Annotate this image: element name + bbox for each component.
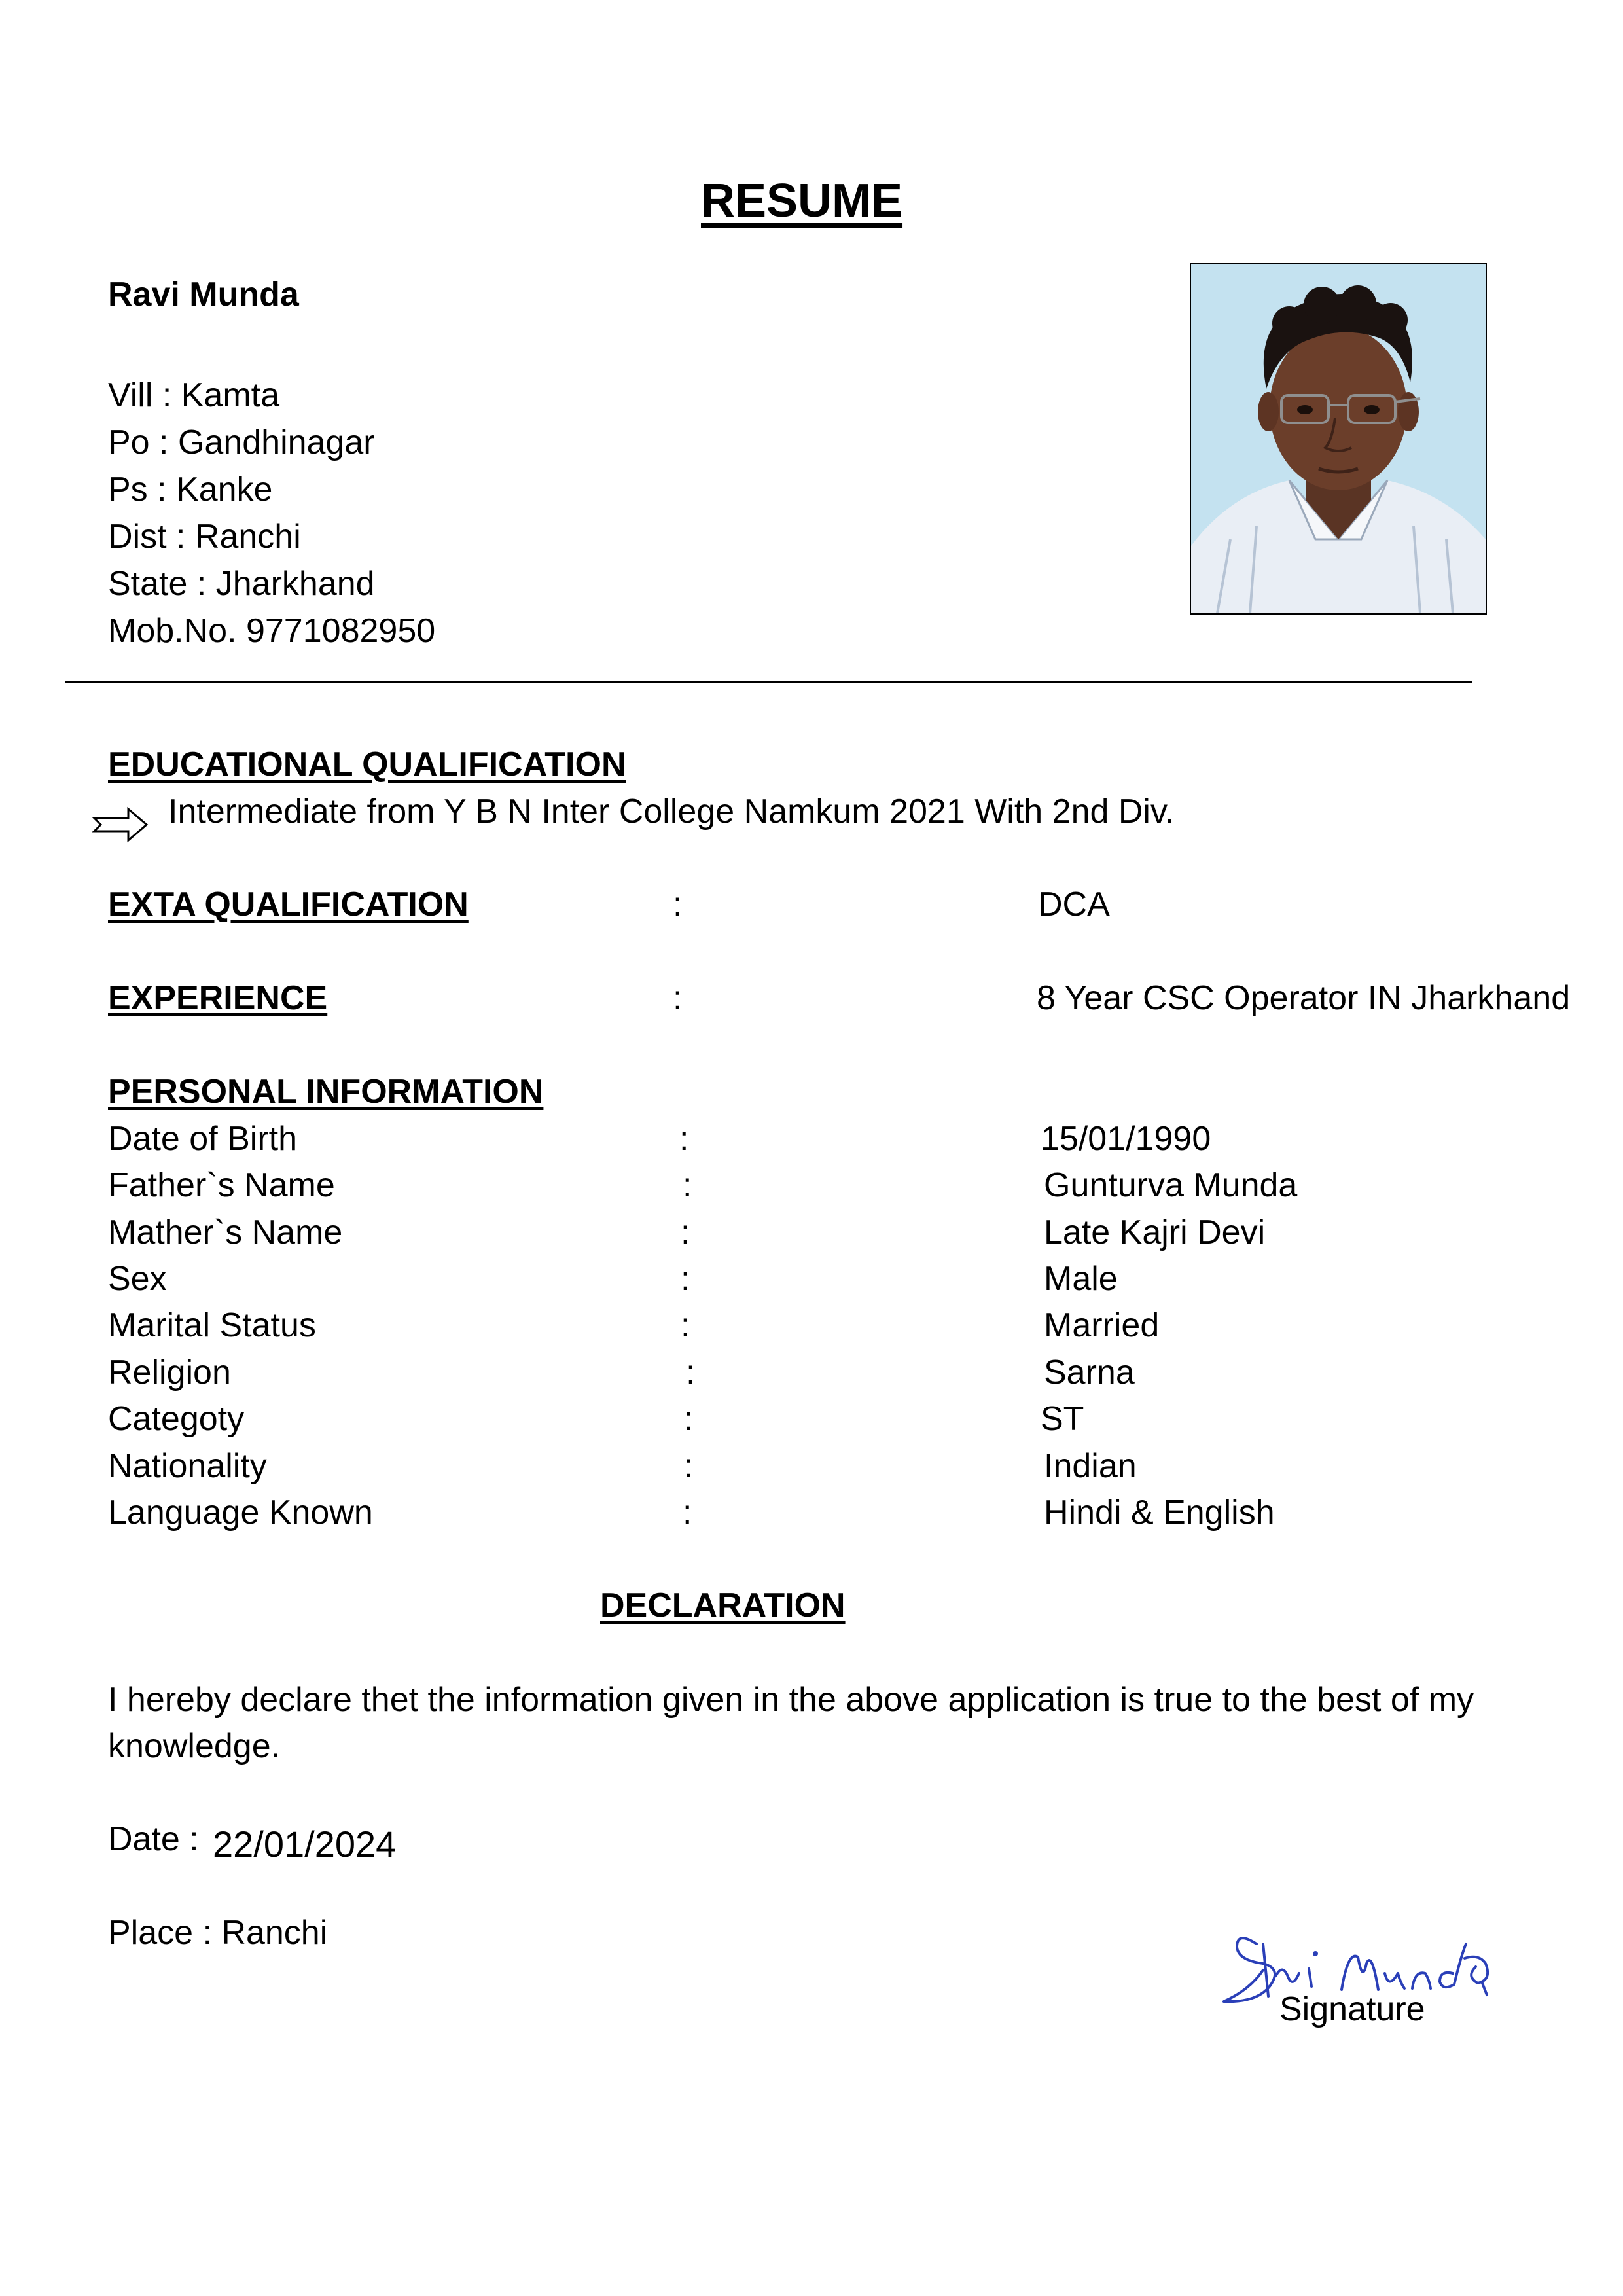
row-label-date-of-birth: Date of Birth <box>108 1120 298 1158</box>
education-heading: EDUCATIONAL QUALIFICATION <box>108 745 626 783</box>
declaration-text-line-2: knowledge. <box>108 1727 281 1765</box>
row-label-category: Categoty <box>108 1400 245 1438</box>
row-colon: : <box>679 1120 689 1158</box>
row-value-father-name: Gunturva Munda <box>1044 1166 1298 1204</box>
extra-qualification-colon: : <box>673 886 683 924</box>
row-colon: : <box>684 1447 694 1485</box>
address-line-village: Vill : Kamta <box>108 376 280 414</box>
address-line-post-office: Po : Gandhinagar <box>108 423 375 461</box>
place-label: Place : Ranchi <box>108 1914 328 1952</box>
address-line-district: Dist : Ranchi <box>108 518 301 556</box>
row-label-religion: Religion <box>108 1354 231 1391</box>
row-label-mother-name: Mather`s Name <box>108 1213 343 1251</box>
experience-colon: : <box>673 979 683 1017</box>
row-label-language-known: Language Known <box>108 1494 373 1532</box>
row-colon: : <box>683 1166 692 1204</box>
row-colon: : <box>681 1213 690 1251</box>
address-line-mobile: Mob.No. 9771082950 <box>108 612 436 650</box>
experience-label: EXPERIENCE <box>108 979 328 1017</box>
date-label: Date : <box>108 1820 199 1858</box>
declaration-heading: DECLARATION <box>600 1587 846 1624</box>
address-line-police-station: Ps : Kanke <box>108 471 273 509</box>
row-value-date-of-birth: 15/01/1990 <box>1041 1120 1211 1158</box>
header-divider <box>65 681 1472 683</box>
row-value-mother-name: Late Kajri Devi <box>1044 1213 1266 1251</box>
row-value-religion: Sarna <box>1044 1354 1135 1391</box>
row-label-father-name: Father`s Name <box>108 1166 335 1204</box>
address-line-state: State : Jharkhand <box>108 565 375 603</box>
row-value-language-known: Hindi & English <box>1044 1494 1275 1532</box>
row-colon: : <box>683 1494 692 1532</box>
profile-photo <box>1190 263 1487 615</box>
education-item: Intermediate from Y B N Inter College Namkum 2021 With 2nd Div. <box>168 793 1175 831</box>
row-value-marital-status: Married <box>1044 1306 1160 1344</box>
row-label-marital-status: Marital Status <box>108 1306 316 1344</box>
extra-qualification-label: EXTA QUALIFICATION <box>108 886 469 924</box>
row-label-nationality: Nationality <box>108 1447 267 1485</box>
row-value-category: ST <box>1041 1400 1084 1438</box>
row-colon: : <box>681 1260 690 1298</box>
page-title: RESUME <box>701 175 903 227</box>
experience-value: 8 Year CSC Operator IN Jharkhand <box>1037 979 1571 1017</box>
address-block <box>108 372 435 655</box>
row-label-sex: Sex <box>108 1260 167 1298</box>
row-colon: : <box>686 1354 696 1391</box>
personal-info-heading: PERSONAL INFORMATION <box>108 1073 544 1111</box>
date-value: 22/01/2024 <box>213 1823 397 1865</box>
row-value-sex: Male <box>1044 1260 1118 1298</box>
extra-qualification-value: DCA <box>1038 886 1110 924</box>
signature-label: Signature <box>1279 1990 1425 2028</box>
declaration-text-line-1: I hereby declare thet the information given in the above application is true to the best of my <box>108 1681 1474 1719</box>
row-colon: : <box>681 1306 690 1344</box>
profile-photo-illustration <box>1191 264 1486 613</box>
row-value-nationality: Indian <box>1044 1447 1137 1485</box>
candidate-name: Ravi Munda <box>108 276 299 314</box>
row-colon: : <box>684 1400 694 1438</box>
right-arrow-outline-icon <box>92 805 151 844</box>
